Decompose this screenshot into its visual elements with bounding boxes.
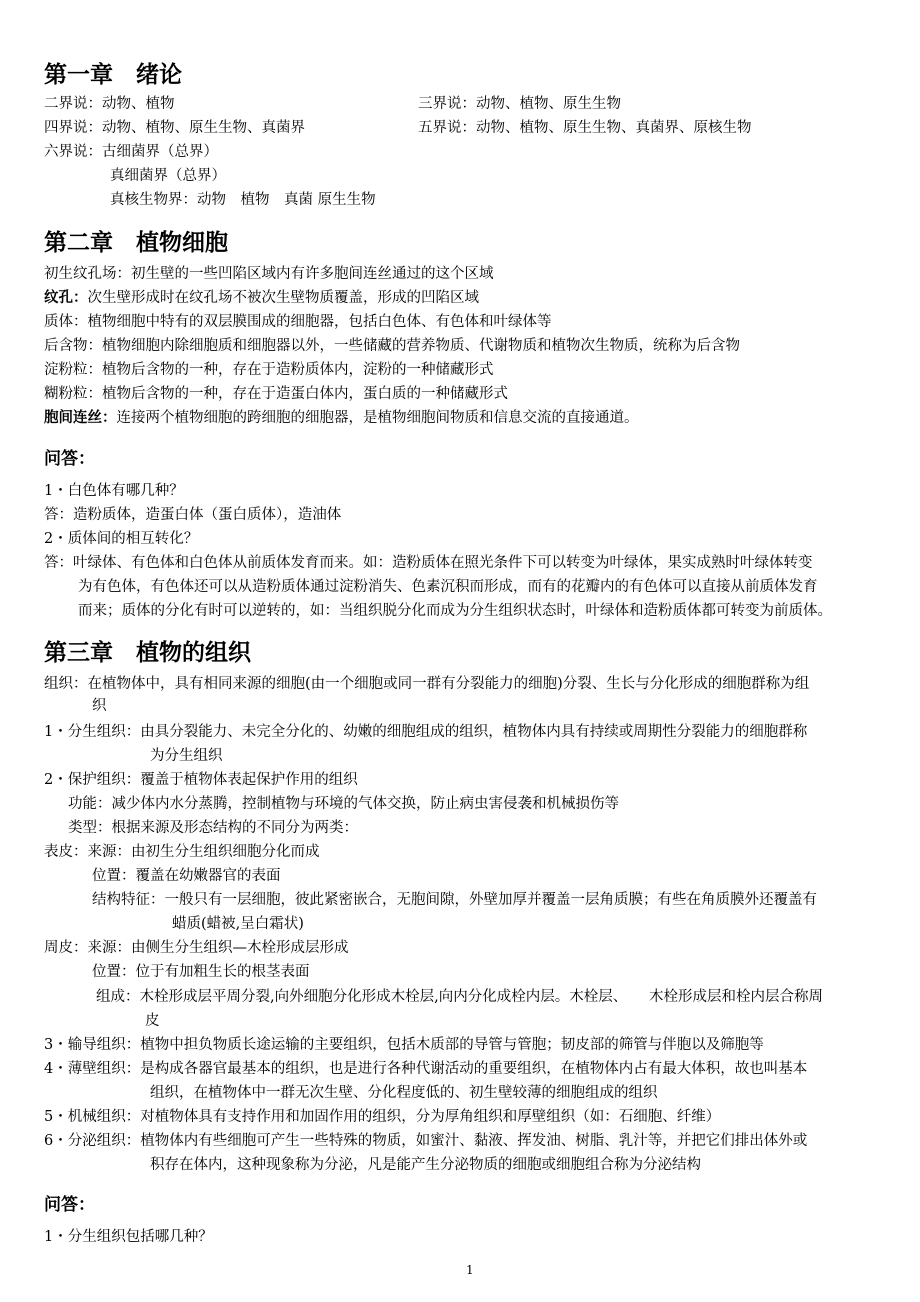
text-line: 表皮：来源：由初生分生组织细胞分化而成: [44, 844, 320, 860]
text-line: 类型：根据来源及形态结构的不同分为两类：: [68, 820, 358, 836]
text-line: 蜡质(蜡被,呈白霜状): [172, 916, 304, 932]
answer-line: 而来；质体的分化有时可以逆转的，如：当组织脱分化而成为分生组织状态时，叶绿体和造粉质体都可转变为前质体。: [78, 603, 832, 619]
chapter-2-title: 第二章 植物细胞: [44, 230, 228, 256]
definition-line: [44, 288, 479, 308]
definition-term: 纹孔：: [44, 290, 88, 306]
definition-line: 质体：植物细胞中特有的双层膜围成的细胞器，包括白色体、有色体和叶绿体等: [44, 314, 552, 330]
definition-line: 糊粉粒：植物后含物的一种，存在于造蛋白体内，蛋白质的一种储藏形式: [44, 386, 508, 402]
text-line: 三界说：动物、植物、原生生物: [418, 96, 621, 112]
text-line: 皮: [145, 1013, 160, 1029]
chapter-1-title: 第一章 绪论: [44, 62, 182, 88]
question-line: 1・分生组织包括哪几种？: [44, 1229, 213, 1245]
qa-heading: 问答：: [44, 1195, 95, 1215]
text-line: 2・保护组织：覆盖于植物体表起保护作用的组织: [44, 772, 358, 788]
text-line: 真细菌界（总界）: [110, 168, 226, 184]
chapter-3-title: 第三章 植物的组织: [44, 640, 251, 666]
text-line: 3・输导组织：植物中担负物质长途运输的主要组织，包括木质部的导管与管胞；韧皮部的筛管与伴胞以及筛胞等: [44, 1037, 764, 1053]
definition-line: 初生纹孔场：初生壁的一些凹陷区域内有许多胞间连丝通过的这个区域: [44, 266, 494, 282]
text-line: 二界说：动物、植物: [44, 96, 175, 112]
text-line: 五界说：动物、植物、原生生物、真菌界、原核生物: [418, 120, 752, 136]
definition-line: [44, 408, 639, 428]
text-line: 5・机械组织：对植物体具有支持作用和加固作用的组织，分为厚角组织和厚壁组织（如：石细胞、纤维）: [44, 1109, 721, 1125]
question-line: 1・白色体有哪几种？: [44, 483, 184, 499]
text-line: 6・分泌组织：植物体内有些细胞可产生一些特殊的物质，如蜜汁、黏液、挥发油、树脂、乳汁等，并把它们排出体外或: [44, 1133, 808, 1149]
text-line: 位置：位于有加粗生长的根茎表面: [92, 964, 310, 980]
text-line: 结构特征：一般只有一层细胞，彼此紧密嵌合，无胞间隙，外壁加厚并覆盖一层角质膜；有些在角质膜外还覆盖有: [92, 892, 817, 908]
answer-line: 为有色体，有色体还可以从造粉质体通过淀粉消失、色素沉积而形成，而有的花瓣内的有色体可以直接从前质体发育: [78, 579, 818, 595]
text-line: 功能：减少体内水分蒸腾，控制植物与环境的气体交换，防止病虫害侵袭和机械损伤等: [68, 796, 619, 812]
text-line: 积存在体内，这种现象称为分泌，凡是能产生分泌物质的细胞或细胞组合称为分泌结构: [150, 1157, 701, 1173]
text-line: 位置：覆盖在幼嫩器官的表面: [92, 868, 281, 884]
text-line: 1・分生组织：由具分裂能力、未完全分化的、幼嫩的细胞组成的组织，植物体内具有持续或周期性分裂能力的细胞群称: [44, 724, 808, 740]
text-line: 周皮：来源：由侧生分生组织—木栓形成层形成: [44, 940, 349, 956]
definition-text: 次生壁形成时在纹孔场不被次生壁物质覆盖，形成的凹陷区域: [87, 290, 479, 306]
text-line: 真核生物界：动物 植物 真菌 原生生物: [110, 192, 376, 208]
text-line: 织: [92, 698, 107, 714]
answer-line: 答：叶绿体、有色体和白色体从前质体发育而来。如：造粉质体在照光条件下可以转变为叶绿体，果实成熟时叶绿体转变: [44, 555, 813, 571]
question-line: 2・质体间的相互转化？: [44, 531, 199, 547]
text-line: 4・薄壁组织：是构成各器官最基本的组织，也是进行各种代谢活动的重要组织，在植物体内占有最大体积，故也叫基本: [44, 1061, 808, 1077]
text-line: 四界说：动物、植物、原生生物、真菌界: [44, 120, 305, 136]
answer-line: 答：造粉质体，造蛋白体（蛋白质体），造油体: [44, 507, 342, 523]
definition-text: 连接两个植物细胞的跨细胞的细胞器，是植物细胞间物质和信息交流的直接通道。: [116, 410, 639, 426]
qa-heading: 问答：: [44, 449, 95, 469]
definition-line: 后含物：植物细胞内除细胞质和细胞器以外，一些储藏的营养物质、代谢物质和植物次生物质，统称为后含物: [44, 338, 740, 354]
text-line: 为分生组织: [150, 748, 223, 764]
definition-term: 胞间连丝：: [44, 410, 117, 426]
text-line: 组成：木栓形成层平周分裂,向外细胞分化形成木栓层,向内分化成栓内层。木栓层、 木栓形成层和栓内层合称周: [96, 989, 823, 1005]
text-line: 六界说：古细菌界（总界）: [44, 144, 218, 160]
text-line: 组织：在植物体中，具有相同来源的细胞(由一个细胞或同一群有分裂能力的细胞)分裂、生长与分化形成的细胞群称为组: [44, 676, 810, 692]
page-number: 1: [466, 1263, 474, 1277]
definition-line: 淀粉粒：植物后含物的一种，存在于造粉质体内，淀粉的一种储藏形式: [44, 362, 494, 378]
text-line: 组织，在植物体中一群无次生壁、分化程度低的、初生壁较薄的细胞组成的组织: [150, 1085, 658, 1101]
